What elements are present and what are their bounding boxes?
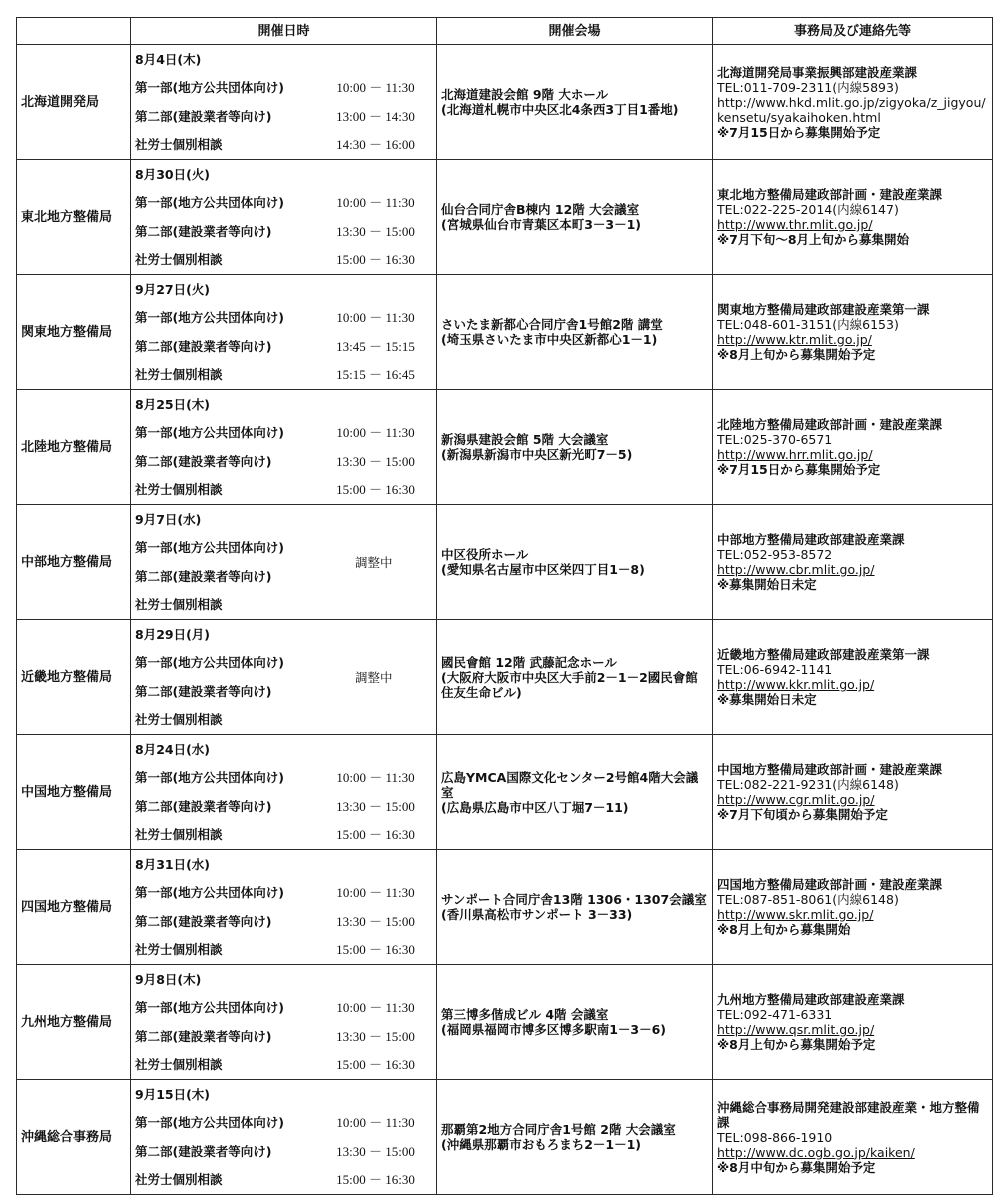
session-label: 第二部(建設業者等向け) — [135, 338, 272, 354]
session-first — [131, 1109, 436, 1138]
contact-cell — [713, 160, 993, 275]
adjusting-status: 調整中 — [355, 669, 393, 685]
sessions — [131, 189, 436, 275]
event-date: 8月30日(火) — [135, 166, 211, 182]
sessions — [131, 879, 436, 965]
bureau-name: 東北地方整備局 — [17, 160, 131, 275]
bureau-name: 関東地方整備局 — [17, 275, 131, 390]
contact-cell — [713, 735, 993, 850]
session-consult — [131, 821, 436, 850]
session-label: 第一部(地方公共団体向け) — [135, 80, 284, 96]
session-consult — [131, 936, 436, 965]
session-time: 15:00 － 16:30 — [336, 252, 415, 268]
session-time: 14:30 － 16:00 — [336, 137, 415, 153]
session-label: 社労士個別相談 — [135, 482, 223, 498]
session-first — [131, 74, 436, 103]
contact-cell — [713, 965, 993, 1080]
contact-phone: TEL:052-953-8572 — [717, 547, 833, 562]
schedule-table — [16, 17, 993, 1195]
session-label: 第二部(建設業者等向け) — [135, 1028, 272, 1044]
contact-note: ※募集開始日未定 — [717, 577, 817, 592]
venue-name: 北海道建設会館 9階 大ホール — [441, 87, 609, 102]
session-label: 第一部(地方公共団体向け) — [135, 1000, 284, 1016]
session-first — [131, 764, 436, 793]
contact-note: ※7月下旬～8月上旬から募集開始 — [717, 232, 910, 247]
contact-cell — [713, 505, 993, 620]
contact-organization: 中部地方整備局建政部建設産業課 — [717, 532, 905, 547]
session-time: 10:00 － 11:30 — [336, 1000, 415, 1016]
header-row — [17, 18, 993, 45]
session-label: 第二部(建設業者等向け) — [135, 453, 272, 469]
datetime-cell — [131, 390, 437, 505]
contact-phone: TEL:087-851-8061(内線6148) — [717, 892, 899, 907]
venue-cell — [437, 275, 713, 390]
event-date: 8月25日(木) — [135, 396, 211, 412]
venue-address: (福岡県福岡市博多区博多駅南1－3－6) — [441, 1022, 667, 1037]
session-second — [131, 907, 436, 936]
session-time: 13:30 － 15:00 — [336, 798, 415, 814]
contact-note: ※8月上旬から募集開始予定 — [717, 347, 876, 362]
venue-address: (北海道札幌市中央区北4条西3丁目1番地) — [441, 102, 679, 117]
session-time: 13:30 － 15:00 — [336, 1143, 415, 1159]
table-row — [17, 390, 993, 505]
contact-cell — [713, 850, 993, 965]
venue-name: 新潟県建設会館 5階 大会議室 — [441, 432, 609, 447]
session-label: 社労士個別相談 — [135, 1057, 223, 1073]
table-row — [17, 620, 993, 735]
session-label: 社労士個別相談 — [135, 1172, 223, 1188]
session-time: 15:00 － 16:30 — [336, 482, 415, 498]
bureau-name: 沖縄総合事務局 — [17, 1080, 131, 1195]
contact-link[interactable]: http://www.qsr.mlit.go.jp/ — [717, 1022, 875, 1037]
contact-note: ※7月下旬頃から募集開始予定 — [717, 807, 888, 822]
session-label: 第一部(地方公共団体向け) — [135, 425, 284, 441]
datetime-cell — [131, 275, 437, 390]
venue-cell — [437, 620, 713, 735]
session-label: 社労士個別相談 — [135, 827, 223, 843]
contact-cell — [713, 45, 993, 160]
event-date: 8月29日(月) — [135, 626, 211, 642]
session-time: 13:00 － 14:30 — [336, 108, 415, 124]
session-first — [131, 879, 436, 908]
contact-link[interactable]: http://www.cbr.mlit.go.jp/ — [717, 562, 875, 577]
contact-link[interactable]: http://www.thr.mlit.go.jp/ — [717, 217, 873, 232]
session-label: 社労士個別相談 — [135, 367, 223, 383]
contact-link[interactable]: http://www.dc.ogb.go.jp/kaiken/ — [717, 1144, 915, 1160]
session-consult — [131, 706, 436, 735]
session-time: 15:00 － 16:30 — [336, 1057, 415, 1073]
header-bureau — [17, 18, 131, 45]
bureau-name: 九州地方整備局 — [17, 965, 131, 1080]
contact-phone: TEL:022-225-2014(内線6147) — [717, 202, 899, 217]
session-time: 10:00 － 11:30 — [336, 310, 415, 326]
session-label: 社労士個別相談 — [135, 597, 223, 613]
venue-address: (愛知県名古屋市中区栄四丁目1－8) — [441, 562, 645, 577]
venue-name: 國民會館 12階 武藤記念ホール — [441, 654, 617, 670]
venue-name: さいたま新都心合同庁舎1号館2階 講堂 — [441, 317, 663, 332]
event-date: 9月15日(木) — [135, 1086, 211, 1102]
header-contact: 事務局及び連絡先等 — [713, 18, 993, 45]
table-row — [17, 735, 993, 850]
contact-phone: TEL:011-709-2311(内線5893) — [717, 79, 899, 95]
bureau-name: 北海道開発局 — [17, 45, 131, 160]
event-date: 8月24日(水) — [135, 741, 211, 757]
session-label: 第一部(地方公共団体向け) — [135, 540, 284, 556]
session-first — [131, 419, 436, 448]
table-row — [17, 275, 993, 390]
sessions — [131, 649, 436, 735]
datetime-cell — [131, 965, 437, 1080]
venue-name: サンポート合同庁舎13階 1306・1307会議室 — [441, 892, 707, 907]
contact-link[interactable]: http://www.cgr.mlit.go.jp/ — [717, 792, 875, 807]
contact-organization: 九州地方整備局建政部建設産業課 — [717, 992, 905, 1007]
event-date: 9月8日(木) — [135, 971, 202, 987]
venue-address: (広島県広島市中区八丁堀7－11) — [441, 799, 629, 815]
contact-phone: TEL:025-370-6571 — [717, 432, 833, 447]
table-row — [17, 850, 993, 965]
session-label: 第二部(建設業者等向け) — [135, 913, 272, 929]
session-time: 13:30 － 15:00 — [336, 453, 415, 469]
contact-link[interactable]: http://www.ktr.mlit.go.jp/ — [717, 332, 872, 347]
session-label: 第二部(建設業者等向け) — [135, 683, 272, 699]
venue-cell — [437, 505, 713, 620]
session-label: 社労士個別相談 — [135, 712, 223, 728]
session-time: 15:00 － 16:30 — [336, 827, 415, 843]
session-label: 社労士個別相談 — [135, 252, 223, 268]
contact-link[interactable]: http://www.hrr.mlit.go.jp/ — [717, 447, 873, 462]
session-label: 第一部(地方公共団体向け) — [135, 655, 284, 671]
session-time: 15:15 － 16:45 — [336, 367, 415, 383]
table-row — [17, 160, 993, 275]
contact-link[interactable]: http://www.hkd.mlit.go.jp/zigyoka/z_jigyou/kensetu/syakaihoken.html — [717, 94, 986, 125]
contact-organization: 近畿地方整備局建政部建設産業第一課 — [717, 647, 930, 662]
session-time: 15:00 － 16:30 — [336, 1172, 415, 1188]
adjusting-status: 調整中 — [355, 554, 393, 570]
session-consult — [131, 1166, 436, 1195]
session-second — [131, 332, 436, 361]
venue-cell — [437, 850, 713, 965]
bureau-name: 中国地方整備局 — [17, 735, 131, 850]
session-time: 13:30 － 15:00 — [336, 913, 415, 929]
session-label: 第二部(建設業者等向け) — [135, 798, 272, 814]
session-time: 13:30 － 15:00 — [336, 1028, 415, 1044]
session-label: 第一部(地方公共団体向け) — [135, 195, 284, 211]
contact-note: ※募集開始日未定 — [717, 692, 817, 707]
datetime-cell — [131, 45, 437, 160]
venue-cell — [437, 160, 713, 275]
contact-cell — [713, 1080, 993, 1195]
sessions — [131, 419, 436, 505]
contact-organization: 沖縄総合事務局開発建設部建設産業・地方整備課 — [717, 1099, 980, 1130]
session-consult — [131, 591, 436, 620]
event-date: 9月27日(火) — [135, 281, 211, 297]
session-second — [131, 792, 436, 821]
session-label: 第二部(建設業者等向け) — [135, 1143, 272, 1159]
contact-organization: 四国地方整備局建政部計画・建設産業課 — [717, 877, 943, 892]
bureau-name: 四国地方整備局 — [17, 850, 131, 965]
session-consult — [131, 476, 436, 505]
contact-note: ※8月上旬から募集開始 — [717, 922, 851, 937]
contact-cell — [713, 620, 993, 735]
contact-phone: TEL:06-6942-1141 — [717, 662, 833, 677]
header-venue: 開催会場 — [437, 18, 713, 45]
contact-phone: TEL:098-866-1910 — [717, 1129, 833, 1145]
session-label: 第二部(建設業者等向け) — [135, 108, 272, 124]
sessions — [131, 74, 436, 160]
contact-link[interactable]: http://www.kkr.mlit.go.jp/ — [717, 677, 875, 692]
table-row — [17, 1080, 993, 1195]
session-time: 13:30 － 15:00 — [336, 223, 415, 239]
datetime-cell — [131, 620, 437, 735]
session-label: 第二部(建設業者等向け) — [135, 568, 272, 584]
event-date: 8月31日(水) — [135, 856, 211, 872]
table-row — [17, 965, 993, 1080]
contact-note: ※8月中旬から募集開始予定 — [717, 1159, 876, 1175]
contact-organization: 中国地方整備局建政部計画・建設産業課 — [717, 762, 943, 777]
venue-address: (大阪府大阪市中央区大手前2－1－2國民會館住友生命ビル) — [441, 669, 698, 700]
venue-address: (埼玉県さいたま市中央区新都心1－1) — [441, 332, 658, 347]
event-date: 8月4日(木) — [135, 51, 202, 67]
venue-cell — [437, 965, 713, 1080]
contact-cell — [713, 390, 993, 505]
session-second — [131, 447, 436, 476]
contact-phone: TEL:092-471-6331 — [717, 1007, 833, 1022]
contact-organization: 東北地方整備局建政部計画・建設産業課 — [717, 187, 943, 202]
contact-phone: TEL:048-601-3151(内線6153) — [717, 317, 899, 332]
datetime-cell — [131, 735, 437, 850]
sessions — [131, 1109, 436, 1195]
session-label: 第二部(建設業者等向け) — [135, 223, 272, 239]
session-first — [131, 189, 436, 218]
table-row — [17, 45, 993, 160]
venue-address: (新潟県新潟市中央区新光町7－5) — [441, 447, 633, 462]
session-time: 15:00 － 16:30 — [336, 942, 415, 958]
header-datetime: 開催日時 — [131, 18, 437, 45]
session-label: 第一部(地方公共団体向け) — [135, 885, 284, 901]
session-consult — [131, 1051, 436, 1080]
venue-cell — [437, 45, 713, 160]
contact-note: ※7月15日から募集開始予定 — [717, 124, 881, 140]
session-time: 10:00 － 11:30 — [336, 195, 415, 211]
session-first — [131, 994, 436, 1023]
session-second — [131, 1137, 436, 1166]
sessions — [131, 764, 436, 850]
session-label: 第一部(地方公共団体向け) — [135, 310, 284, 326]
datetime-cell — [131, 850, 437, 965]
contact-organization: 北陸地方整備局建政部計画・建設産業課 — [717, 417, 943, 432]
session-label: 第一部(地方公共団体向け) — [135, 770, 284, 786]
session-time: 10:00 － 11:30 — [336, 770, 415, 786]
session-time: 10:00 － 11:30 — [336, 425, 415, 441]
session-time: 13:45 － 15:15 — [336, 338, 415, 354]
contact-phone: TEL:082-221-9231(内線6148) — [717, 777, 899, 792]
session-label: 社労士個別相談 — [135, 942, 223, 958]
venue-name: 那覇第2地方合同庁舎1号館 2階 大会議室 — [441, 1122, 676, 1137]
session-time: 10:00 － 11:30 — [336, 885, 415, 901]
session-time: 10:00 － 11:30 — [336, 80, 415, 96]
contact-note: ※8月上旬から募集開始予定 — [717, 1037, 876, 1052]
datetime-cell — [131, 505, 437, 620]
table-row — [17, 505, 993, 620]
venue-name: 広島YMCA国際文化センター2号館4階大会議室 — [441, 769, 699, 800]
venue-address: (香川県高松市サンポート 3－33) — [441, 907, 633, 922]
session-consult — [131, 131, 436, 160]
session-time: 10:00 － 11:30 — [336, 1115, 415, 1131]
session-consult — [131, 361, 436, 390]
sessions — [131, 534, 436, 620]
bureau-name: 中部地方整備局 — [17, 505, 131, 620]
venue-name: 仙台合同庁舎B棟内 12階 大会議室 — [441, 202, 640, 217]
schedule-body — [17, 45, 993, 1195]
sessions — [131, 304, 436, 390]
contact-organization: 関東地方整備局建政部建設産業第一課 — [717, 302, 930, 317]
session-second — [131, 217, 436, 246]
session-second — [131, 102, 436, 131]
contact-organization: 北海道開発局事業振興部建設産業課 — [717, 64, 918, 80]
venue-name: 第三博多偕成ビル 4階 会議室 — [441, 1007, 609, 1022]
venue-name: 中区役所ホール — [441, 547, 529, 562]
session-label: 社労士個別相談 — [135, 137, 223, 153]
venue-cell — [437, 1080, 713, 1195]
venue-cell — [437, 735, 713, 850]
sessions — [131, 994, 436, 1080]
contact-cell — [713, 275, 993, 390]
contact-link[interactable]: http://www.skr.mlit.go.jp/ — [717, 907, 874, 922]
session-label: 第一部(地方公共団体向け) — [135, 1115, 284, 1131]
datetime-cell — [131, 1080, 437, 1195]
contact-note: ※7月15日から募集開始予定 — [717, 462, 881, 477]
session-consult — [131, 246, 436, 275]
bureau-name: 近畿地方整備局 — [17, 620, 131, 735]
session-first — [131, 304, 436, 333]
venue-cell — [437, 390, 713, 505]
venue-address: (沖縄県那覇市おもろまち2－1－1) — [441, 1137, 642, 1152]
bureau-name: 北陸地方整備局 — [17, 390, 131, 505]
session-second — [131, 1022, 436, 1051]
venue-address: (宮城県仙台市青葉区本町3－3－1) — [441, 217, 642, 232]
datetime-cell — [131, 160, 437, 275]
event-date: 9月7日(水) — [135, 511, 202, 527]
